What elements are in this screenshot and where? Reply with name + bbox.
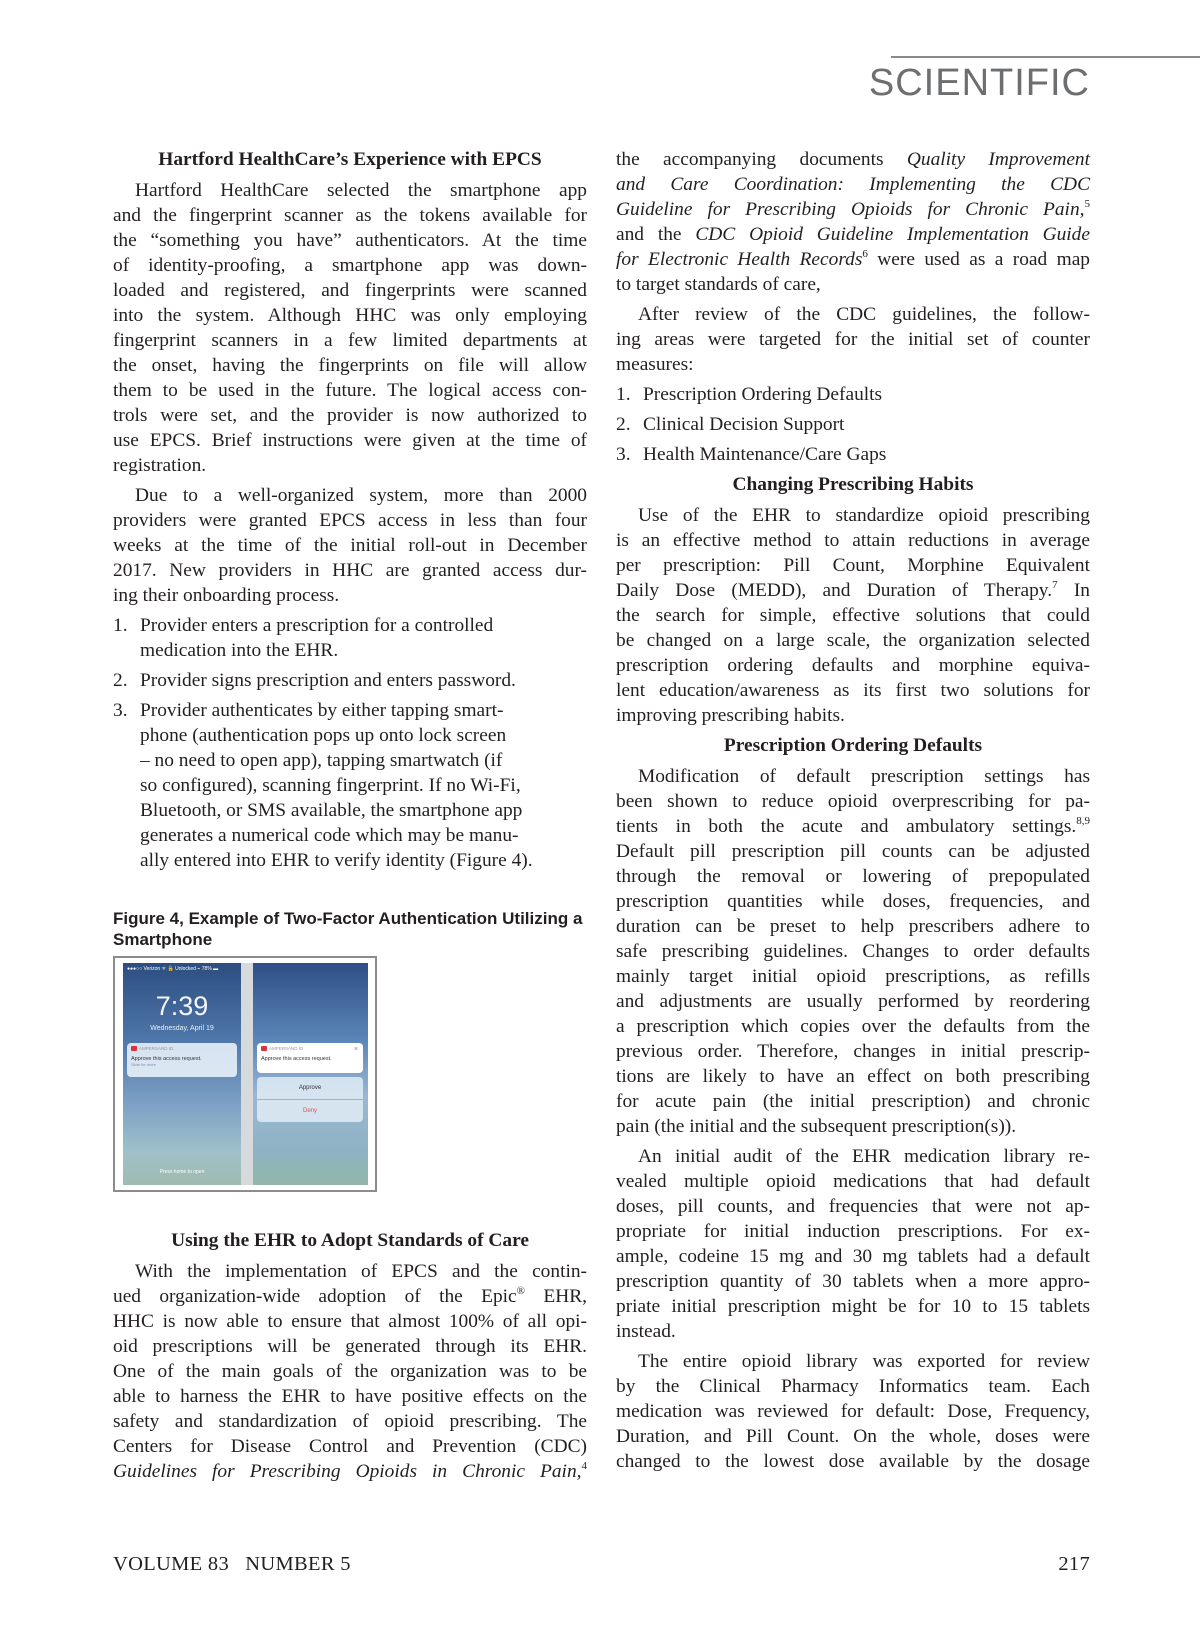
text-line: medication was reviewed for default: Dose, Frequency, <box>616 1401 1090 1422</box>
text-segment: and the <box>616 224 696 245</box>
paragraph <box>616 1144 1090 1344</box>
app-icon <box>261 1046 267 1051</box>
text-line: use EPCS. Brief instructions were given at the time of <box>113 430 587 451</box>
text-line: An initial audit of the EHR medication library re- <box>638 1146 1090 1167</box>
left-column <box>113 147 587 878</box>
section-heading: Hartford HealthCare’s Experience with EPCS <box>158 149 542 170</box>
text-line: – no need to open app), tapping smartwatch (if <box>140 750 503 771</box>
text-line: be changed on a large scale, the organization selected <box>616 630 1090 651</box>
text-line: Health Maintenance/Care Gaps <box>643 444 887 465</box>
text-segment: for Electronic Health Records <box>616 249 863 270</box>
text-line: measures: <box>616 354 694 375</box>
text-line: the search for simple, effective solutions that could <box>616 605 1090 626</box>
text-segment: were used as a road map <box>867 249 1090 270</box>
text-line: been shown to reduce opioid overprescribing for pa- <box>616 791 1090 812</box>
notification-text: Approve this access request. <box>131 1056 202 1062</box>
text-segment: EHR, <box>525 1286 588 1307</box>
text-line: duration can be preset to help prescribers adhere to <box>616 916 1090 937</box>
text-line: Provider authenticates by either tapping smart- <box>140 700 504 721</box>
paragraph <box>113 178 587 478</box>
text-line: The entire opioid library was exported for review <box>638 1351 1090 1372</box>
list-number: 2. <box>113 670 128 691</box>
text-line: One of the main goals of the organization was to be <box>113 1361 587 1382</box>
date: Wednesday, April 19 <box>150 1025 214 1032</box>
text-line: Hartford HealthCare selected the smartphone app <box>135 180 587 201</box>
text-line <box>616 197 1090 222</box>
text-line: weeks at the time of the initial roll-out in December <box>113 535 587 556</box>
text-line: phone (authentication pops up onto lock screen <box>140 725 507 746</box>
page-number: 217 <box>1058 1553 1090 1575</box>
text-line: After review of the CDC guidelines, the follow- <box>638 304 1090 325</box>
right-column <box>616 147 1090 1479</box>
list-item <box>616 412 1090 437</box>
text-line <box>616 222 1090 247</box>
text-line: Use of the EHR to standardize opioid prescribing <box>638 505 1090 526</box>
text-line: HHC is now able to ensure that almost 100% of all opi- <box>113 1311 587 1332</box>
text-line: the “something you have” authenticators. At the time <box>113 230 587 251</box>
text-line: priate initial prescription might be for 10 to 15 tablets <box>616 1296 1090 1317</box>
text-line: Bluetooth, or SMS available, the smartphone app <box>140 800 523 821</box>
text-line: propriate for initial induction prescriptions. For ex- <box>616 1221 1090 1242</box>
text-line: fingerprint scanners in a few limited departments at <box>113 330 587 351</box>
notification-text: Approve this access request. <box>261 1056 332 1062</box>
list-item-text <box>140 668 516 693</box>
text-line: to target standards of care, <box>616 274 821 295</box>
text-line: Provider enters a prescription for a controlled <box>140 615 494 636</box>
text-line: prescription quantities while doses, frequencies, and <box>616 891 1090 912</box>
paragraph <box>616 302 1090 377</box>
section-heading: Using the EHR to Adopt Standards of Care <box>171 1230 529 1251</box>
list-item <box>113 668 587 693</box>
text-line: Provider signs prescription and enters password. <box>140 670 516 691</box>
left-column-lower <box>113 1228 587 1489</box>
list-item <box>616 382 1090 407</box>
text-line: prescription ordering defaults and morphine equiva- <box>616 655 1090 676</box>
text-line <box>616 247 1090 272</box>
clock: 7:39 <box>155 991 209 1021</box>
text-line: through the removal or lowering of prepopulated <box>616 866 1090 887</box>
text-line: the onset, having the fingerprints on file will allow <box>113 355 587 376</box>
list-item-text <box>643 382 882 407</box>
text-line: per prescription: Pill Count, Morphine Equivalent <box>616 555 1090 576</box>
paragraph <box>616 503 1090 728</box>
deny-button: Deny <box>257 1100 363 1122</box>
approve-button: Approve <box>257 1077 363 1099</box>
text-segment: CDC Opioid Guideline Implementation Guide <box>695 224 1090 245</box>
text-line: medication into the EHR. <box>140 640 339 661</box>
text-line: 2017. New providers in HHC are granted access dur- <box>113 560 587 581</box>
section-title: SCIENTIFIC <box>868 62 1090 104</box>
list-number: 1. <box>113 615 128 636</box>
text-line <box>113 1459 587 1484</box>
list-item-text <box>643 412 844 437</box>
numbered-list <box>616 382 1090 467</box>
text-line: a prescription which copies over the defaults from the <box>616 1016 1090 1037</box>
text-line: of identity-proofing, a smartphone app was down- <box>113 255 587 276</box>
text-line: safety and standardization of opioid prescribing. The <box>113 1411 587 1432</box>
text-line <box>616 814 1090 839</box>
list-item <box>113 698 587 873</box>
text-line: mainly target initial opioid prescriptions, as refills <box>616 966 1090 987</box>
text-segment: Guideline for Prescribing Opioids for Chronic Pain, <box>616 199 1085 220</box>
list-number: 2. <box>616 414 631 435</box>
text-segment: the accompanying documents <box>616 149 907 170</box>
text-line: them to be used in the future. The logical access con- <box>113 380 587 401</box>
text-line: ing their onboarding process. <box>113 585 340 606</box>
app-name: AMPERSAND ID <box>269 1046 304 1051</box>
text-line: prescription quantity of 30 tablets when a more appro- <box>616 1271 1090 1292</box>
text-line: for acute pain (the initial prescription) and chronic <box>616 1091 1090 1112</box>
numbered-list <box>113 613 587 873</box>
superscript: 8,9 <box>1076 815 1090 827</box>
text-line: generates a numerical code which may be manu- <box>140 825 519 846</box>
superscript: 7 <box>1052 579 1058 591</box>
list-item-text <box>140 613 493 663</box>
list-number: 3. <box>113 700 128 721</box>
text-line <box>616 147 1090 172</box>
text-line: loaded and registered, and fingerprints were scanned <box>113 280 587 301</box>
slide-hint: Slide for more <box>131 1062 156 1067</box>
text-segment: Guidelines for Prescribing Opioids in Chronic Pain, <box>113 1461 582 1482</box>
text-line <box>616 578 1090 603</box>
text-line: ample, codeine 15 mg and 30 mg tablets had a default <box>616 1246 1090 1267</box>
notification <box>257 1043 363 1073</box>
text-line: registration. <box>113 455 207 476</box>
text-line: tions are likely to have an effect on both prescribing <box>616 1066 1090 1087</box>
text-line: ally entered into EHR to verify identity (Figure 4). <box>140 850 533 871</box>
text-line: previous order. Therefore, changes in initial prescrip- <box>616 1041 1090 1062</box>
text-segment: ued organization-wide adoption of the Epic <box>113 1286 517 1307</box>
text-line: oid prescriptions will be generated through its EHR. <box>113 1336 587 1357</box>
superscript: 4 <box>581 1460 587 1472</box>
text-line: trols were set, and the provider is now authorized to <box>113 405 587 426</box>
home-hint: Press home to open <box>159 1169 205 1175</box>
section-heading: Changing Prescribing Habits <box>732 474 974 495</box>
text-line: With the implementation of EPCS and the contin- <box>135 1261 587 1282</box>
text-line: ing areas were targeted for the initial set of counter <box>616 329 1090 350</box>
section-heading: Prescription Ordering Defaults <box>723 735 983 756</box>
text-line: Prescription Ordering Defaults <box>643 384 883 405</box>
list-item <box>113 613 587 663</box>
text-segment: In <box>1057 580 1090 601</box>
text-line: into the system. Although HHC was only employing <box>113 305 587 326</box>
text-line: and the fingerprint scanner as the tokens available for <box>113 205 587 226</box>
text-line: able to harness the EHR to have positive effects on the <box>113 1386 587 1407</box>
text-line: providers were granted EPCS access in less than four <box>113 510 587 531</box>
list-number: 3. <box>616 444 631 465</box>
text-line: by the Clinical Pharmacy Informatics team. Each <box>616 1376 1090 1397</box>
list-number: 1. <box>616 384 631 405</box>
text-line: improving prescribing habits. <box>616 705 845 726</box>
expanded-notification-screen <box>253 963 368 1185</box>
text-line: Clinical Decision Support <box>643 414 845 435</box>
text-line: Due to a well-organized system, more than 2000 <box>135 485 587 506</box>
list-item-text <box>140 698 533 873</box>
text-segment: tients in both the acute and ambulatory settings. <box>616 816 1077 837</box>
notification <box>127 1043 237 1077</box>
superscript: 5 <box>1084 198 1090 210</box>
text-line: is an effective method to attain reductions in average <box>616 530 1090 551</box>
app-icon <box>131 1046 137 1051</box>
figure-caption: Figure 4, Example of Two-Factor Authentication Utilizing a Smartphone <box>113 909 583 949</box>
paragraph <box>616 764 1090 1139</box>
text-line: Centers for Disease Control and Prevention (CDC) <box>113 1436 587 1457</box>
footer-volume: VOLUME 83 NUMBER 5 <box>113 1553 351 1575</box>
paragraph <box>616 147 1090 297</box>
text-segment: Daily Dose (MEDD), and Duration of Therapy. <box>616 580 1053 601</box>
list-item-text <box>643 442 886 467</box>
superscript: ® <box>516 1285 526 1297</box>
text-line: Duration, and Pill Count. On the whole, doses were <box>616 1426 1090 1447</box>
figure-4-smartphone-screenshots <box>113 956 377 1192</box>
text-line <box>616 172 1090 197</box>
text-line: doses, pill counts, and frequencies that were not ap- <box>616 1196 1090 1217</box>
divider <box>241 963 253 1185</box>
text-line: and adjustments are usually performed by reordering <box>616 991 1090 1012</box>
close-icon: × <box>353 1046 358 1053</box>
text-segment: and Care Coordination: Implementing the CDC <box>616 174 1090 195</box>
text-line: pain (the initial and the subsequent prescription(s)). <box>616 1116 1017 1137</box>
paragraph <box>616 1349 1090 1474</box>
list-item <box>616 442 1090 467</box>
header-rule <box>891 56 1200 58</box>
text-line: instead. <box>616 1321 676 1342</box>
paragraph <box>113 1259 587 1484</box>
text-line: Default pill prescription pill counts can be adjusted <box>616 841 1090 862</box>
text-line: safe prescribing guidelines. Changes to order defaults <box>616 941 1090 962</box>
app-name: AMPERSAND ID <box>139 1046 174 1051</box>
text-line: so configured), scanning fingerprint. If no Wi-Fi, <box>140 775 521 796</box>
superscript: 6 <box>862 248 868 260</box>
text-line: vealed multiple opioid medications that had default <box>616 1171 1090 1192</box>
text-line: lent education/awareness as its first two solutions for <box>616 680 1090 701</box>
paragraph <box>113 483 587 608</box>
text-segment: Quality Improvement <box>906 149 1091 170</box>
text-line: changed to the lowest dose available by the dosage <box>616 1451 1090 1472</box>
lock-screen <box>123 963 241 1185</box>
text-line: Modification of default prescription settings has <box>638 766 1090 787</box>
status-bar: ●●●○○ Verizon ᯤ 🔓 Unlocked ⌁ 78% ▬ <box>127 966 219 972</box>
text-line <box>113 1284 587 1309</box>
